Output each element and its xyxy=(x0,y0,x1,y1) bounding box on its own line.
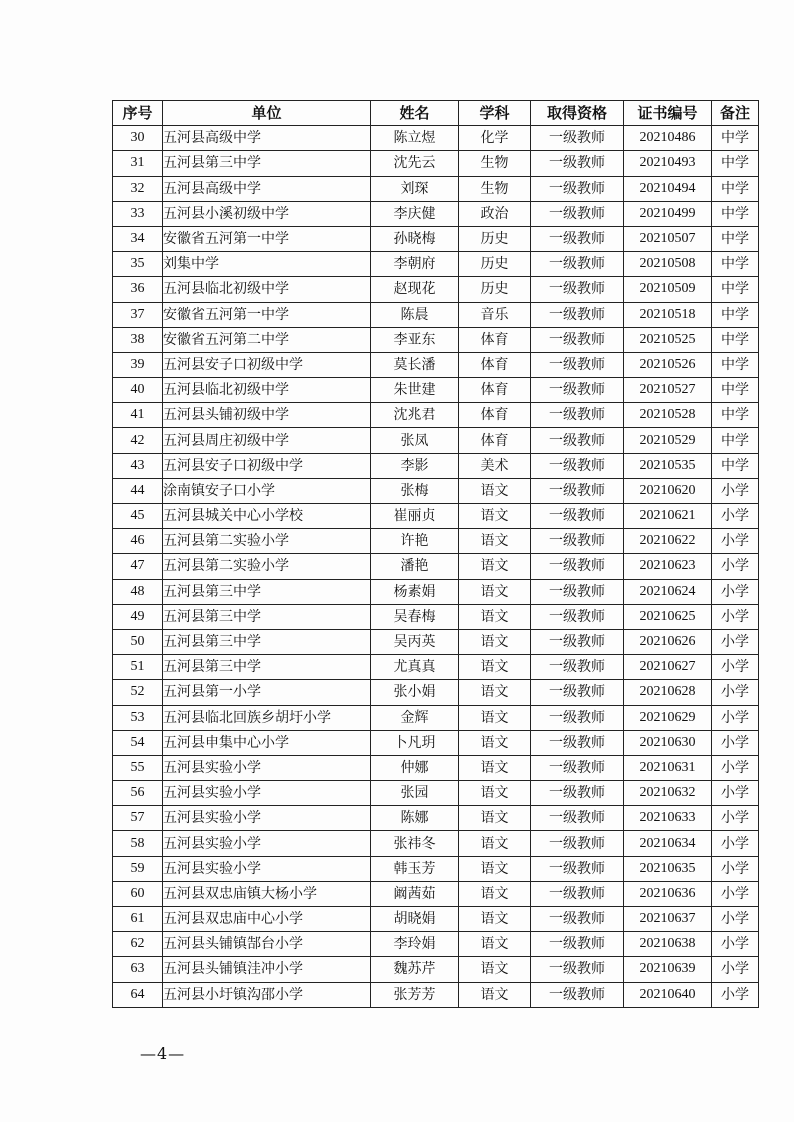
cell-unit: 安徽省五河第二中学 xyxy=(163,327,371,352)
cell-qualification: 一级教师 xyxy=(531,806,624,831)
table-row xyxy=(113,957,759,982)
table-row xyxy=(113,856,759,881)
table-row xyxy=(113,126,759,151)
cell-remarks: 中学 xyxy=(712,201,759,226)
cell-index: 45 xyxy=(113,504,163,529)
cell-index: 44 xyxy=(113,478,163,503)
cell-certificate-number: 20210494 xyxy=(624,176,712,201)
cell-subject: 体育 xyxy=(459,352,531,377)
header-certificate-number: 证书编号 xyxy=(624,101,712,126)
cell-unit: 五河县临北回族乡胡圩小学 xyxy=(163,705,371,730)
header-name: 姓名 xyxy=(371,101,459,126)
cell-unit: 五河县实验小学 xyxy=(163,856,371,881)
cell-remarks: 小学 xyxy=(712,856,759,881)
cell-index: 46 xyxy=(113,529,163,554)
cell-qualification: 一级教师 xyxy=(531,831,624,856)
cell-qualification: 一级教师 xyxy=(531,252,624,277)
cell-qualification: 一级教师 xyxy=(531,705,624,730)
cell-unit: 五河县第一小学 xyxy=(163,680,371,705)
cell-subject: 体育 xyxy=(459,403,531,428)
cell-qualification: 一级教师 xyxy=(531,604,624,629)
cell-remarks: 小学 xyxy=(712,705,759,730)
cell-subject: 化学 xyxy=(459,126,531,151)
cell-unit: 五河县第三中学 xyxy=(163,655,371,680)
cell-subject: 语文 xyxy=(459,831,531,856)
cell-certificate-number: 20210635 xyxy=(624,856,712,881)
cell-certificate-number: 20210486 xyxy=(624,126,712,151)
cell-unit: 五河县临北初级中学 xyxy=(163,277,371,302)
cell-index: 61 xyxy=(113,907,163,932)
cell-unit: 五河县小圩镇沟邵小学 xyxy=(163,982,371,1007)
cell-index: 39 xyxy=(113,352,163,377)
cell-unit: 刘集中学 xyxy=(163,252,371,277)
table-body xyxy=(113,126,759,1008)
cell-qualification: 一级教师 xyxy=(531,907,624,932)
header-remarks: 备注 xyxy=(712,101,759,126)
header-subject: 学科 xyxy=(459,101,531,126)
cell-qualification: 一级教师 xyxy=(531,856,624,881)
cell-remarks: 小学 xyxy=(712,932,759,957)
cell-certificate-number: 20210629 xyxy=(624,705,712,730)
cell-index: 59 xyxy=(113,856,163,881)
cell-qualification: 一级教师 xyxy=(531,352,624,377)
cell-unit: 五河县实验小学 xyxy=(163,831,371,856)
cell-index: 50 xyxy=(113,629,163,654)
cell-unit: 五河县城关中心小学校 xyxy=(163,504,371,529)
cell-certificate-number: 20210631 xyxy=(624,755,712,780)
cell-qualification: 一级教师 xyxy=(531,504,624,529)
cell-unit: 安徽省五河第一中学 xyxy=(163,302,371,327)
cell-certificate-number: 20210637 xyxy=(624,907,712,932)
cell-index: 54 xyxy=(113,730,163,755)
cell-remarks: 小学 xyxy=(712,529,759,554)
cell-unit: 五河县临北初级中学 xyxy=(163,378,371,403)
cell-qualification: 一级教师 xyxy=(531,453,624,478)
cell-subject: 语文 xyxy=(459,730,531,755)
table-row xyxy=(113,705,759,730)
cell-unit: 五河县安子口初级中学 xyxy=(163,352,371,377)
cell-name: 仲娜 xyxy=(371,755,459,780)
cell-subject: 历史 xyxy=(459,226,531,251)
cell-name: 李朝府 xyxy=(371,252,459,277)
cell-index: 31 xyxy=(113,151,163,176)
cell-subject: 语文 xyxy=(459,907,531,932)
cell-name: 许艳 xyxy=(371,529,459,554)
cell-index: 33 xyxy=(113,201,163,226)
cell-qualification: 一级教师 xyxy=(531,151,624,176)
cell-subject: 语文 xyxy=(459,705,531,730)
teacher-qualification-table xyxy=(112,100,759,1008)
cell-remarks: 小学 xyxy=(712,554,759,579)
cell-remarks: 中学 xyxy=(712,453,759,478)
cell-subject: 语文 xyxy=(459,856,531,881)
cell-remarks: 小学 xyxy=(712,730,759,755)
table-row xyxy=(113,478,759,503)
cell-remarks: 中学 xyxy=(712,151,759,176)
cell-qualification: 一级教师 xyxy=(531,730,624,755)
cell-subject: 政治 xyxy=(459,201,531,226)
cell-qualification: 一级教师 xyxy=(531,881,624,906)
cell-certificate-number: 20210634 xyxy=(624,831,712,856)
cell-index: 51 xyxy=(113,655,163,680)
cell-qualification: 一级教师 xyxy=(531,378,624,403)
cell-qualification: 一级教师 xyxy=(531,403,624,428)
cell-name: 张芳芳 xyxy=(371,982,459,1007)
cell-unit: 五河县双忠庙中心小学 xyxy=(163,907,371,932)
cell-remarks: 小学 xyxy=(712,881,759,906)
cell-remarks: 中学 xyxy=(712,302,759,327)
cell-index: 42 xyxy=(113,428,163,453)
table-row xyxy=(113,302,759,327)
cell-subject: 语文 xyxy=(459,806,531,831)
cell-unit: 五河县第三中学 xyxy=(163,604,371,629)
cell-qualification: 一级教师 xyxy=(531,680,624,705)
cell-qualification: 一级教师 xyxy=(531,176,624,201)
table-row xyxy=(113,252,759,277)
cell-subject: 语文 xyxy=(459,604,531,629)
cell-unit: 五河县实验小学 xyxy=(163,755,371,780)
cell-index: 35 xyxy=(113,252,163,277)
cell-remarks: 中学 xyxy=(712,176,759,201)
cell-certificate-number: 20210518 xyxy=(624,302,712,327)
table-row xyxy=(113,781,759,806)
cell-name: 尤真真 xyxy=(371,655,459,680)
cell-subject: 历史 xyxy=(459,252,531,277)
table-row xyxy=(113,403,759,428)
cell-certificate-number: 20210639 xyxy=(624,957,712,982)
cell-certificate-number: 20210509 xyxy=(624,277,712,302)
table-row xyxy=(113,378,759,403)
table-row xyxy=(113,277,759,302)
cell-index: 55 xyxy=(113,755,163,780)
table-row xyxy=(113,982,759,1007)
cell-remarks: 小学 xyxy=(712,907,759,932)
cell-unit: 涂南镇安子口小学 xyxy=(163,478,371,503)
cell-qualification: 一级教师 xyxy=(531,781,624,806)
cell-qualification: 一级教师 xyxy=(531,629,624,654)
cell-index: 63 xyxy=(113,957,163,982)
cell-unit: 五河县第二实验小学 xyxy=(163,529,371,554)
cell-certificate-number: 20210620 xyxy=(624,478,712,503)
cell-qualification: 一级教师 xyxy=(531,327,624,352)
table-row xyxy=(113,932,759,957)
cell-name: 胡晓娟 xyxy=(371,907,459,932)
cell-unit: 五河县第二实验小学 xyxy=(163,554,371,579)
cell-index: 64 xyxy=(113,982,163,1007)
cell-name: 张梅 xyxy=(371,478,459,503)
cell-certificate-number: 20210508 xyxy=(624,252,712,277)
cell-subject: 语文 xyxy=(459,755,531,780)
cell-certificate-number: 20210526 xyxy=(624,352,712,377)
cell-qualification: 一级教师 xyxy=(531,428,624,453)
cell-index: 62 xyxy=(113,932,163,957)
cell-unit: 五河县头铺镇郜台小学 xyxy=(163,932,371,957)
cell-unit: 五河县双忠庙镇大杨小学 xyxy=(163,881,371,906)
cell-name: 张园 xyxy=(371,781,459,806)
cell-certificate-number: 20210632 xyxy=(624,781,712,806)
cell-index: 52 xyxy=(113,680,163,705)
cell-unit: 五河县头铺镇洼冲小学 xyxy=(163,957,371,982)
cell-name: 潘艳 xyxy=(371,554,459,579)
cell-unit: 五河县实验小学 xyxy=(163,781,371,806)
cell-name: 卜凡玥 xyxy=(371,730,459,755)
cell-certificate-number: 20210630 xyxy=(624,730,712,755)
cell-name: 陈立煜 xyxy=(371,126,459,151)
cell-index: 47 xyxy=(113,554,163,579)
cell-subject: 历史 xyxy=(459,277,531,302)
cell-index: 36 xyxy=(113,277,163,302)
cell-qualification: 一级教师 xyxy=(531,554,624,579)
cell-certificate-number: 20210621 xyxy=(624,504,712,529)
cell-name: 赵现花 xyxy=(371,277,459,302)
cell-name: 张凤 xyxy=(371,428,459,453)
cell-subject: 语文 xyxy=(459,655,531,680)
cell-remarks: 小学 xyxy=(712,806,759,831)
cell-certificate-number: 20210623 xyxy=(624,554,712,579)
cell-name: 阚茜茹 xyxy=(371,881,459,906)
cell-certificate-number: 20210535 xyxy=(624,453,712,478)
cell-name: 李影 xyxy=(371,453,459,478)
cell-name: 陈娜 xyxy=(371,806,459,831)
cell-certificate-number: 20210633 xyxy=(624,806,712,831)
cell-name: 李亚东 xyxy=(371,327,459,352)
cell-index: 32 xyxy=(113,176,163,201)
cell-subject: 体育 xyxy=(459,327,531,352)
table-row xyxy=(113,629,759,654)
cell-subject: 语文 xyxy=(459,932,531,957)
cell-remarks: 中学 xyxy=(712,327,759,352)
cell-certificate-number: 20210626 xyxy=(624,629,712,654)
cell-name: 吴春梅 xyxy=(371,604,459,629)
cell-unit: 五河县小溪初级中学 xyxy=(163,201,371,226)
header-qualification: 取得资格 xyxy=(531,101,624,126)
cell-name: 李玲娟 xyxy=(371,932,459,957)
table-row xyxy=(113,226,759,251)
cell-remarks: 小学 xyxy=(712,504,759,529)
cell-remarks: 中学 xyxy=(712,428,759,453)
cell-subject: 语文 xyxy=(459,629,531,654)
cell-subject: 体育 xyxy=(459,378,531,403)
cell-certificate-number: 20210493 xyxy=(624,151,712,176)
cell-name: 张小娟 xyxy=(371,680,459,705)
cell-subject: 生物 xyxy=(459,176,531,201)
cell-index: 38 xyxy=(113,327,163,352)
table-row xyxy=(113,881,759,906)
cell-certificate-number: 20210640 xyxy=(624,982,712,1007)
table-row xyxy=(113,806,759,831)
cell-certificate-number: 20210527 xyxy=(624,378,712,403)
cell-subject: 语文 xyxy=(459,579,531,604)
cell-unit: 五河县高级中学 xyxy=(163,176,371,201)
table-row xyxy=(113,327,759,352)
cell-name: 张祎冬 xyxy=(371,831,459,856)
cell-remarks: 小学 xyxy=(712,680,759,705)
cell-qualification: 一级教师 xyxy=(531,126,624,151)
table-row xyxy=(113,151,759,176)
cell-subject: 语文 xyxy=(459,781,531,806)
cell-name: 沈先云 xyxy=(371,151,459,176)
cell-name: 魏苏芹 xyxy=(371,957,459,982)
cell-remarks: 中学 xyxy=(712,378,759,403)
table-row xyxy=(113,831,759,856)
cell-remarks: 中学 xyxy=(712,403,759,428)
cell-qualification: 一级教师 xyxy=(531,529,624,554)
cell-remarks: 小学 xyxy=(712,781,759,806)
table-row xyxy=(113,907,759,932)
cell-certificate-number: 20210627 xyxy=(624,655,712,680)
cell-subject: 生物 xyxy=(459,151,531,176)
cell-subject: 语文 xyxy=(459,680,531,705)
cell-name: 朱世建 xyxy=(371,378,459,403)
cell-name: 崔丽贞 xyxy=(371,504,459,529)
cell-unit: 五河县头铺初级中学 xyxy=(163,403,371,428)
cell-name: 刘琛 xyxy=(371,176,459,201)
cell-name: 陈晨 xyxy=(371,302,459,327)
cell-subject: 体育 xyxy=(459,428,531,453)
cell-index: 53 xyxy=(113,705,163,730)
cell-index: 56 xyxy=(113,781,163,806)
cell-qualification: 一级教师 xyxy=(531,957,624,982)
cell-remarks: 小学 xyxy=(712,957,759,982)
table-row xyxy=(113,755,759,780)
cell-qualification: 一级教师 xyxy=(531,579,624,604)
cell-qualification: 一级教师 xyxy=(531,226,624,251)
cell-remarks: 小学 xyxy=(712,579,759,604)
cell-unit: 五河县第三中学 xyxy=(163,579,371,604)
cell-remarks: 小学 xyxy=(712,755,759,780)
cell-remarks: 小学 xyxy=(712,604,759,629)
cell-remarks: 小学 xyxy=(712,478,759,503)
cell-name: 吴丙英 xyxy=(371,629,459,654)
cell-certificate-number: 20210624 xyxy=(624,579,712,604)
cell-subject: 语文 xyxy=(459,478,531,503)
cell-index: 43 xyxy=(113,453,163,478)
cell-certificate-number: 20210525 xyxy=(624,327,712,352)
cell-name: 金辉 xyxy=(371,705,459,730)
cell-remarks: 中学 xyxy=(712,252,759,277)
table-row xyxy=(113,201,759,226)
table-row xyxy=(113,529,759,554)
cell-remarks: 中学 xyxy=(712,226,759,251)
table-header-row xyxy=(113,101,759,126)
cell-index: 37 xyxy=(113,302,163,327)
cell-index: 41 xyxy=(113,403,163,428)
cell-certificate-number: 20210625 xyxy=(624,604,712,629)
cell-index: 57 xyxy=(113,806,163,831)
cell-subject: 语文 xyxy=(459,554,531,579)
cell-unit: 五河县第三中学 xyxy=(163,629,371,654)
cell-subject: 语文 xyxy=(459,529,531,554)
cell-qualification: 一级教师 xyxy=(531,478,624,503)
header-unit: 单位 xyxy=(163,101,371,126)
cell-remarks: 中学 xyxy=(712,126,759,151)
cell-remarks: 中学 xyxy=(712,352,759,377)
cell-qualification: 一级教师 xyxy=(531,277,624,302)
cell-index: 40 xyxy=(113,378,163,403)
table-row xyxy=(113,176,759,201)
cell-remarks: 小学 xyxy=(712,982,759,1007)
cell-qualification: 一级教师 xyxy=(531,982,624,1007)
cell-index: 48 xyxy=(113,579,163,604)
cell-index: 30 xyxy=(113,126,163,151)
cell-unit: 五河县申集中心小学 xyxy=(163,730,371,755)
cell-remarks: 小学 xyxy=(712,655,759,680)
table-row xyxy=(113,579,759,604)
table-row xyxy=(113,504,759,529)
table-row xyxy=(113,453,759,478)
table-row xyxy=(113,428,759,453)
cell-certificate-number: 20210529 xyxy=(624,428,712,453)
cell-name: 李庆健 xyxy=(371,201,459,226)
cell-certificate-number: 20210638 xyxy=(624,932,712,957)
cell-qualification: 一级教师 xyxy=(531,655,624,680)
cell-certificate-number: 20210622 xyxy=(624,529,712,554)
table-row xyxy=(113,604,759,629)
cell-subject: 语文 xyxy=(459,504,531,529)
header-index: 序号 xyxy=(113,101,163,126)
cell-name: 韩玉芳 xyxy=(371,856,459,881)
table-row xyxy=(113,554,759,579)
page-number: —4— xyxy=(140,1044,186,1063)
cell-subject: 语文 xyxy=(459,881,531,906)
cell-subject: 语文 xyxy=(459,982,531,1007)
cell-name: 孙晓梅 xyxy=(371,226,459,251)
cell-qualification: 一级教师 xyxy=(531,302,624,327)
cell-remarks: 小学 xyxy=(712,831,759,856)
cell-name: 沈兆君 xyxy=(371,403,459,428)
cell-name: 杨素娟 xyxy=(371,579,459,604)
cell-unit: 五河县高级中学 xyxy=(163,126,371,151)
table-row xyxy=(113,680,759,705)
cell-qualification: 一级教师 xyxy=(531,755,624,780)
cell-certificate-number: 20210507 xyxy=(624,226,712,251)
cell-subject: 美术 xyxy=(459,453,531,478)
cell-qualification: 一级教师 xyxy=(531,201,624,226)
cell-unit: 五河县安子口初级中学 xyxy=(163,453,371,478)
table-row xyxy=(113,352,759,377)
cell-subject: 音乐 xyxy=(459,302,531,327)
cell-subject: 语文 xyxy=(459,957,531,982)
cell-unit: 五河县周庄初级中学 xyxy=(163,428,371,453)
cell-remarks: 中学 xyxy=(712,277,759,302)
table-row xyxy=(113,655,759,680)
cell-unit: 五河县第三中学 xyxy=(163,151,371,176)
cell-qualification: 一级教师 xyxy=(531,932,624,957)
cell-certificate-number: 20210499 xyxy=(624,201,712,226)
cell-index: 60 xyxy=(113,881,163,906)
cell-index: 34 xyxy=(113,226,163,251)
cell-unit: 安徽省五河第一中学 xyxy=(163,226,371,251)
table-row xyxy=(113,730,759,755)
cell-unit: 五河县实验小学 xyxy=(163,806,371,831)
cell-remarks: 小学 xyxy=(712,629,759,654)
cell-name: 莫长潘 xyxy=(371,352,459,377)
cell-certificate-number: 20210528 xyxy=(624,403,712,428)
cell-certificate-number: 20210628 xyxy=(624,680,712,705)
cell-index: 58 xyxy=(113,831,163,856)
cell-index: 49 xyxy=(113,604,163,629)
cell-certificate-number: 20210636 xyxy=(624,881,712,906)
